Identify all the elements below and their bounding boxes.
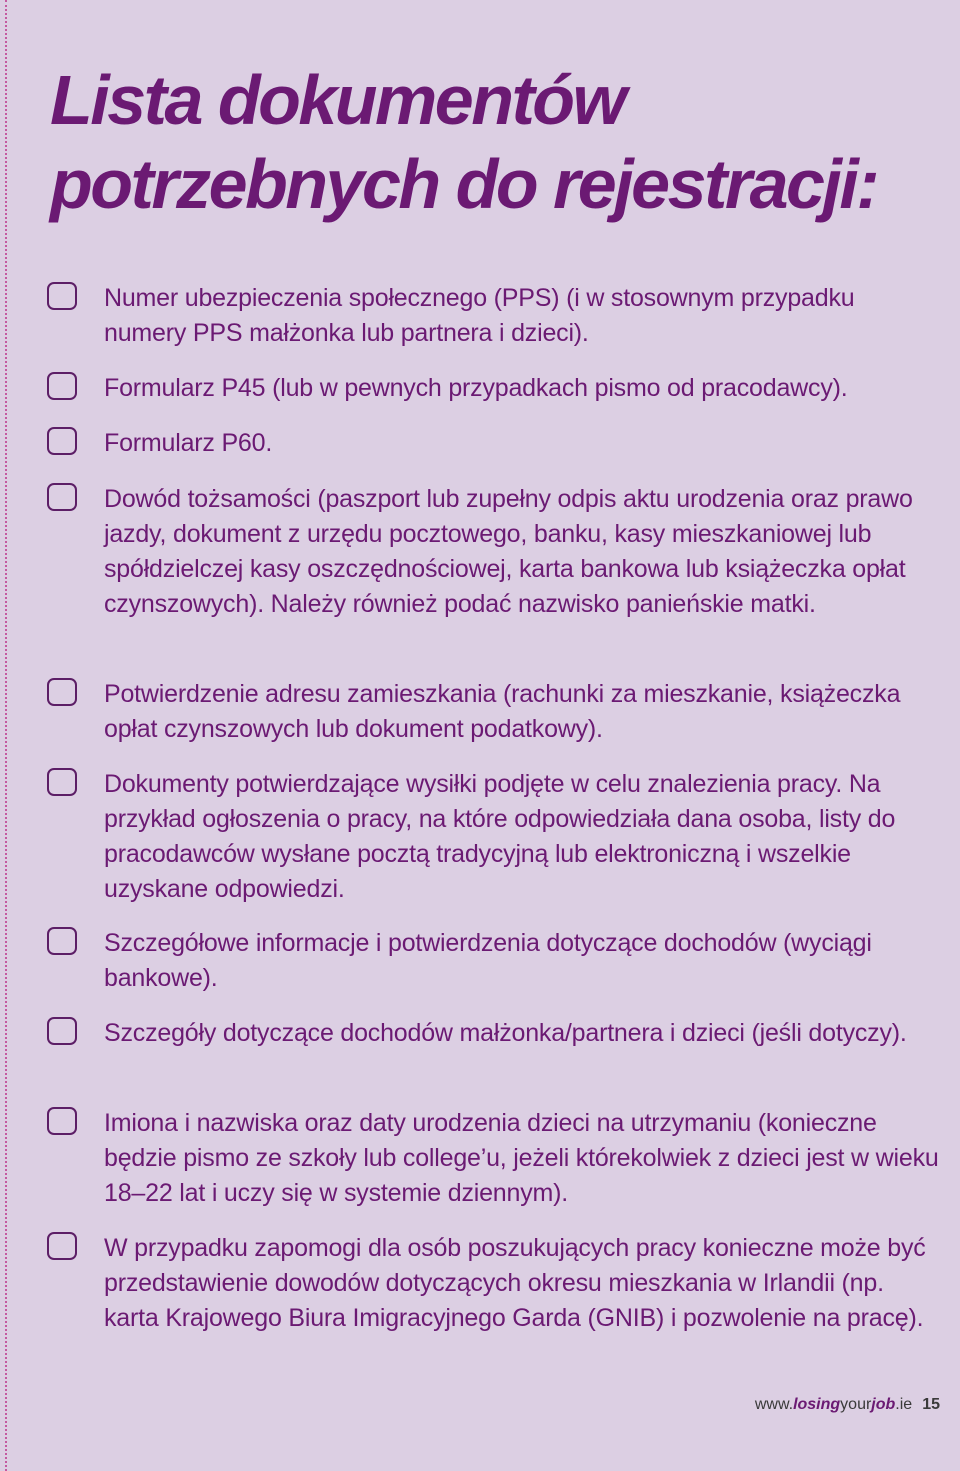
url-part-losing: losing [793, 1396, 841, 1413]
checklist-item-text: W przypadku zapomogi dla osób poszukujących pracy konieczne może być przedstawienie dowodów dotyczących okresu mieszkania w Irlandii (np. karta Krajowego Biura Imigracyjnego Garda (GNIB) i pozwolenie na pracę). [104, 1234, 926, 1332]
checkbox[interactable] [47, 483, 77, 511]
checklist-item-text: Dokumenty potwierdzające wysiłki podjęte w celu znalezienia pracy. Na przykład ogłoszenia o pracy, na które odpowiedziała dana osoba, listy do pracodawców wysłane pocztą tradycyjną lub elektroniczną i wszelkie uzyskane odpowiedzi. [104, 770, 896, 903]
checkbox[interactable] [47, 1232, 77, 1260]
url-suffix: .ie [895, 1396, 913, 1413]
checklist-item-text: Szczegóły dotyczące dochodów małżonka/partnera i dzieci (jeśli dotyczy). [104, 1019, 907, 1047]
checklist-item-text: Szczegółowe informacje i potwierdzenia dotyczące dochodów (wyciągi bankowe). [104, 929, 872, 992]
url-prefix: www. [754, 1396, 794, 1413]
checklist-item-text: Potwierdzenie adresu zamieszkania (rachunki za mieszkanie, książeczka opłat czynszowych lub dokument podatkowy). [104, 680, 901, 743]
checklist-item-text: Formularz P45 (lub w pewnych przypadkach pismo od pracodawcy). [104, 374, 848, 402]
checklist-item-text: Formularz P60. [104, 429, 273, 457]
page-footer [755, 1396, 940, 1414]
checklist-item-text: Imiona i nazwiska oraz daty urodzenia dzieci na utrzymaniu (konieczne będzie pismo ze szkoły lub college’u, jeżeli którekolwiek z dzieci jest w wieku 18–22 lat i uczy się w systemie dziennym). [104, 1109, 939, 1207]
checkbox[interactable] [47, 768, 77, 796]
checkbox[interactable] [47, 1017, 77, 1045]
checkbox[interactable] [47, 678, 77, 706]
page-title-line-2: potrzebnych do rejestracji: [50, 145, 878, 223]
page-edge-dotted-line [5, 0, 7, 1471]
url-part-job: job [871, 1396, 896, 1413]
footer-website-link[interactable] [755, 1396, 912, 1413]
checkbox[interactable] [47, 427, 77, 455]
checklist-item-text: Dowód tożsamości (paszport lub zupełny odpis aktu urodzenia oraz prawo jazdy, dokument z urzędu pocztowego, banku, kasy mieszkaniowej lub spółdzielczej kasy oszczędnościowej, karta bankowa lub książeczka opłat czynszowych). Należy również podać nazwisko panieńskie matki. [104, 485, 913, 618]
page-title-line-1: Lista dokumentów [50, 61, 625, 139]
page-title [50, 58, 877, 226]
checkbox[interactable] [47, 372, 77, 400]
checklist-item-text: Numer ubezpieczenia społecznego (PPS) (i w stosownym przypadku numery PPS małżonka lub partnera i dzieci). [104, 284, 855, 347]
checkbox[interactable] [47, 282, 77, 310]
checkbox[interactable] [47, 927, 77, 955]
page-number: 15 [922, 1396, 940, 1413]
checkbox[interactable] [47, 1107, 77, 1135]
url-part-your: your [840, 1396, 872, 1413]
